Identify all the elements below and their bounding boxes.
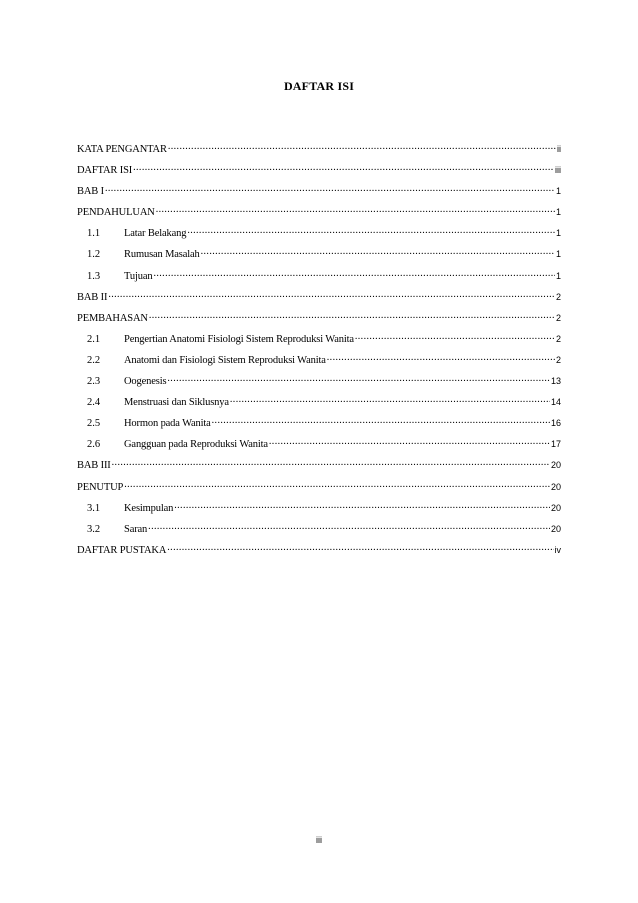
toc-subentry	[77, 499, 561, 520]
toc-dot-leader	[230, 393, 550, 405]
toc-section-number: 1.2	[87, 249, 101, 261]
toc-dot-leader	[355, 330, 555, 342]
toc-entry	[77, 288, 561, 309]
toc-entry-label: Gangguan pada Reproduksi Wanita	[124, 439, 268, 451]
toc-entry-label: BAB II	[77, 291, 108, 303]
toc-subentry	[77, 414, 561, 435]
toc-dot-leader	[105, 182, 555, 194]
toc-entry-label: BAB III	[77, 460, 111, 472]
toc-dot-leader	[156, 203, 555, 215]
toc-entry	[77, 161, 561, 182]
toc-dot-leader	[212, 414, 550, 426]
toc-section-number: 2.3	[87, 376, 101, 388]
toc-page-number: 13	[550, 376, 561, 387]
toc-entry-label: Latar Belakang	[124, 228, 187, 240]
toc-subentry	[77, 224, 561, 245]
toc-subentry	[77, 330, 561, 351]
toc-dot-leader	[148, 520, 550, 532]
toc-entry-label: PEMBAHASAN	[77, 312, 148, 324]
toc-entry	[77, 203, 561, 224]
toc-subentry	[77, 351, 561, 372]
toc-dot-leader	[168, 140, 556, 152]
toc-section-number: 2.4	[87, 397, 101, 409]
toc-entry	[77, 140, 561, 161]
toc-entry-label: Oogenesis	[124, 376, 167, 388]
toc-dot-leader	[133, 161, 554, 173]
toc-page-number: ii	[557, 144, 561, 154]
toc-subentry	[77, 520, 561, 541]
toc-entry-label: Pengertian Anatomi Fisiologi Sistem Reproduksi Wanita	[124, 333, 354, 345]
toc-entry	[77, 541, 561, 562]
toc-page-number: 14	[550, 397, 561, 408]
toc-subentry	[77, 393, 561, 414]
toc-section-number: 3.2	[87, 523, 101, 535]
toc-dot-leader	[187, 224, 555, 236]
toc-page-number: 2	[555, 354, 561, 365]
toc-page-number: 20	[550, 460, 561, 471]
page-title: DAFTAR ISI	[283, 79, 355, 93]
toc-section-number: 2.5	[87, 418, 101, 430]
toc-page-number: 16	[550, 418, 561, 429]
toc-page-number: 20	[550, 502, 561, 513]
toc-entry	[77, 309, 561, 330]
toc-page-number: 1	[555, 249, 561, 260]
toc-page-number: 1	[555, 228, 561, 239]
toc-subentry	[77, 372, 561, 393]
toc-entry	[77, 478, 561, 499]
toc-dot-leader	[153, 267, 555, 279]
toc-section-number: 1.3	[87, 270, 101, 282]
toc-dot-leader	[112, 456, 550, 468]
toc-entry-label: Kesimpulan	[124, 502, 174, 514]
toc-page-number: 1	[555, 270, 561, 281]
toc-section-number: 2.1	[87, 333, 101, 345]
toc-entry-label: Saran	[124, 523, 148, 535]
toc-entry-label: Anatomi dan Fisiologi Sistem Reproduksi Wanita	[124, 354, 326, 366]
toc-page-number: 2	[555, 333, 561, 344]
toc-entry-label: DAFTAR ISI	[77, 165, 133, 177]
toc-page-number: 2	[555, 312, 561, 323]
toc-entry-label: Hormon pada Wanita	[124, 418, 211, 430]
page-number-footer: iii	[316, 835, 322, 845]
toc-dot-leader	[167, 541, 553, 553]
toc-entry-label: BAB I	[77, 186, 104, 198]
toc-section-number: 3.1	[87, 502, 101, 514]
toc-entry-label: Rumusan Masalah	[124, 249, 200, 261]
toc-entry	[77, 182, 561, 203]
toc-page-number: 17	[550, 439, 561, 450]
toc-section-number: 1.1	[87, 228, 101, 240]
toc-page-number: 1	[555, 186, 561, 197]
toc-dot-leader	[108, 288, 555, 300]
toc-dot-leader	[124, 478, 550, 490]
toc-entry-label: Tujuan	[124, 270, 153, 282]
toc-dot-leader	[174, 499, 550, 511]
toc-page-number: 20	[550, 481, 561, 492]
toc-entry-label: DAFTAR PUSTAKA	[77, 544, 167, 556]
toc-dot-leader	[167, 372, 550, 384]
toc-page-number: iii	[555, 165, 561, 176]
toc-section-number: 2.2	[87, 354, 101, 366]
toc-subentry	[77, 267, 561, 288]
toc-dot-leader	[149, 309, 555, 321]
toc-dot-leader	[269, 435, 550, 447]
toc-entry-label: Menstruasi dan Siklusnya	[124, 397, 229, 409]
toc-section-number: 2.6	[87, 439, 101, 451]
table-of-contents	[77, 140, 561, 562]
toc-page-number: 2	[555, 291, 561, 302]
toc-page-number: 1	[555, 207, 561, 218]
toc-subentry	[77, 245, 561, 266]
toc-dot-leader	[327, 351, 555, 363]
toc-page-number: iv	[554, 544, 561, 555]
toc-dot-leader	[201, 245, 555, 257]
toc-subentry	[77, 435, 561, 456]
toc-entry-label: PENDAHULUAN	[77, 207, 155, 219]
toc-entry	[77, 456, 561, 477]
toc-entry-label: PENUTUP	[77, 481, 124, 493]
toc-page-number: 20	[550, 523, 561, 534]
toc-entry-label: KATA PENGANTAR	[77, 144, 167, 155]
